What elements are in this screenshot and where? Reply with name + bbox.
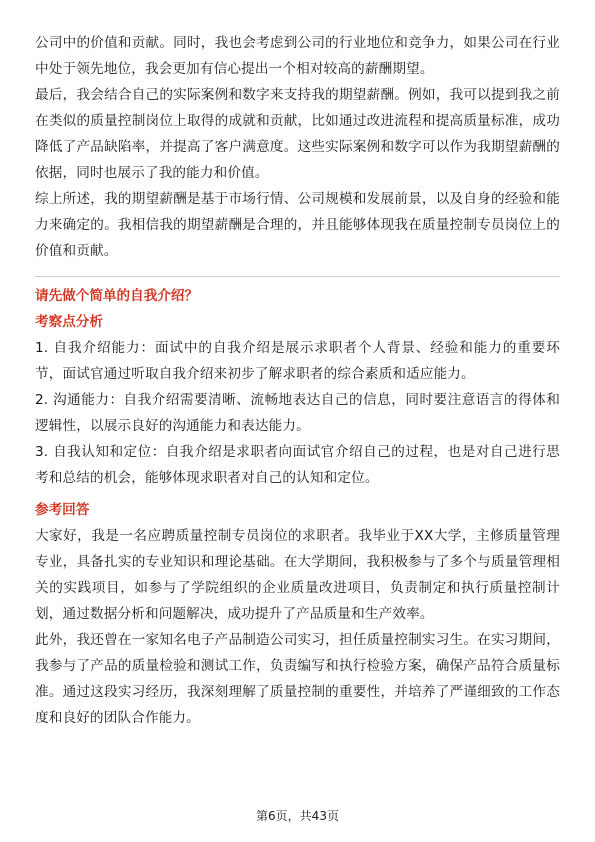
- answer-paragraph-2: 此外，我还曾在一家知名电子产品制造公司实习，担任质量控制实习生。在实习期间，我参与了产品的质量检验和测试工作，负责编写和执行检验方案，确保产品符合质量标准。通过这段实习经历，我深刻理解了质量控制的重要性，并培养了严谨细致的工作态度和良好的团队合作能力。: [35, 632, 560, 726]
- question-heading: 请先做个简单的自我介绍？: [35, 288, 199, 304]
- analysis-item-2: 2. 沟通能力：自我介绍需要清晰、流畅地表达自己的信息，同时要注意语言的得体和逻辑性，以展示良好的沟通能力和表达能力。: [35, 392, 560, 434]
- analysis-item-1: 1. 自我介绍能力：面试中的自我介绍是展示求职者个人背景、经验和能力的重要环节，面试官通过听取自我介绍来初步了解求职者的综合素质和适应能力。: [35, 340, 560, 382]
- intro-paragraph-2: 最后，我会结合自己的实际案例和数字来支持我的期望薪酬。例如，我可以提到我之前在类似的质量控制岗位上取得的成就和贡献，比如通过改进流程和提高质量标准，成功降低了产品缺陷率，并提高了客户满意度。这些实际案例和数字可以作为我期望薪酬的依据，同时也展示了我的能力和价值。: [35, 87, 560, 181]
- page-footer: 第6页，共43页: [256, 809, 339, 823]
- analysis-heading: 考察点分析: [35, 314, 103, 330]
- analysis-item-3: 3. 自我认知和定位：自我介绍是求职者向面试官介绍自己的过程，也是对自己进行思考和总结的机会，能够体现求职者对自己的认知和定位。: [35, 444, 560, 486]
- answer-heading: 参考回答: [35, 502, 90, 518]
- answer-paragraph-1: 大家好，我是一名应聘质量控制专员岗位的求职者。我毕业于XX大学，主修质量管理专业，具备扎实的专业知识和理论基础。在大学期间，我积极参与了多个与质量管理相关的实践项目，如参与了学院组织的企业质量改进项目，负责制定和执行质量控制计划，通过数据分析和问题解决，成功提升了产品质量和生产效率。: [35, 528, 560, 622]
- document-body: [35, 30, 560, 731]
- intro-paragraph-1: 公司中的价值和贡献。同时，我也会考虑到公司的行业地位和竞争力，如果公司在行业中处于领先地位，我会更加有信心提出一个相对较高的薪酬期望。: [35, 35, 560, 77]
- intro-paragraph-3: 综上所述，我的期望薪酬是基于市场行情、公司规模和发展前景，以及自身的经验和能力来确定的。我相信我的期望薪酬是合理的，并且能够体现我在质量控制专员岗位上的价值和贡献。: [35, 191, 560, 259]
- section-divider: [35, 276, 560, 277]
